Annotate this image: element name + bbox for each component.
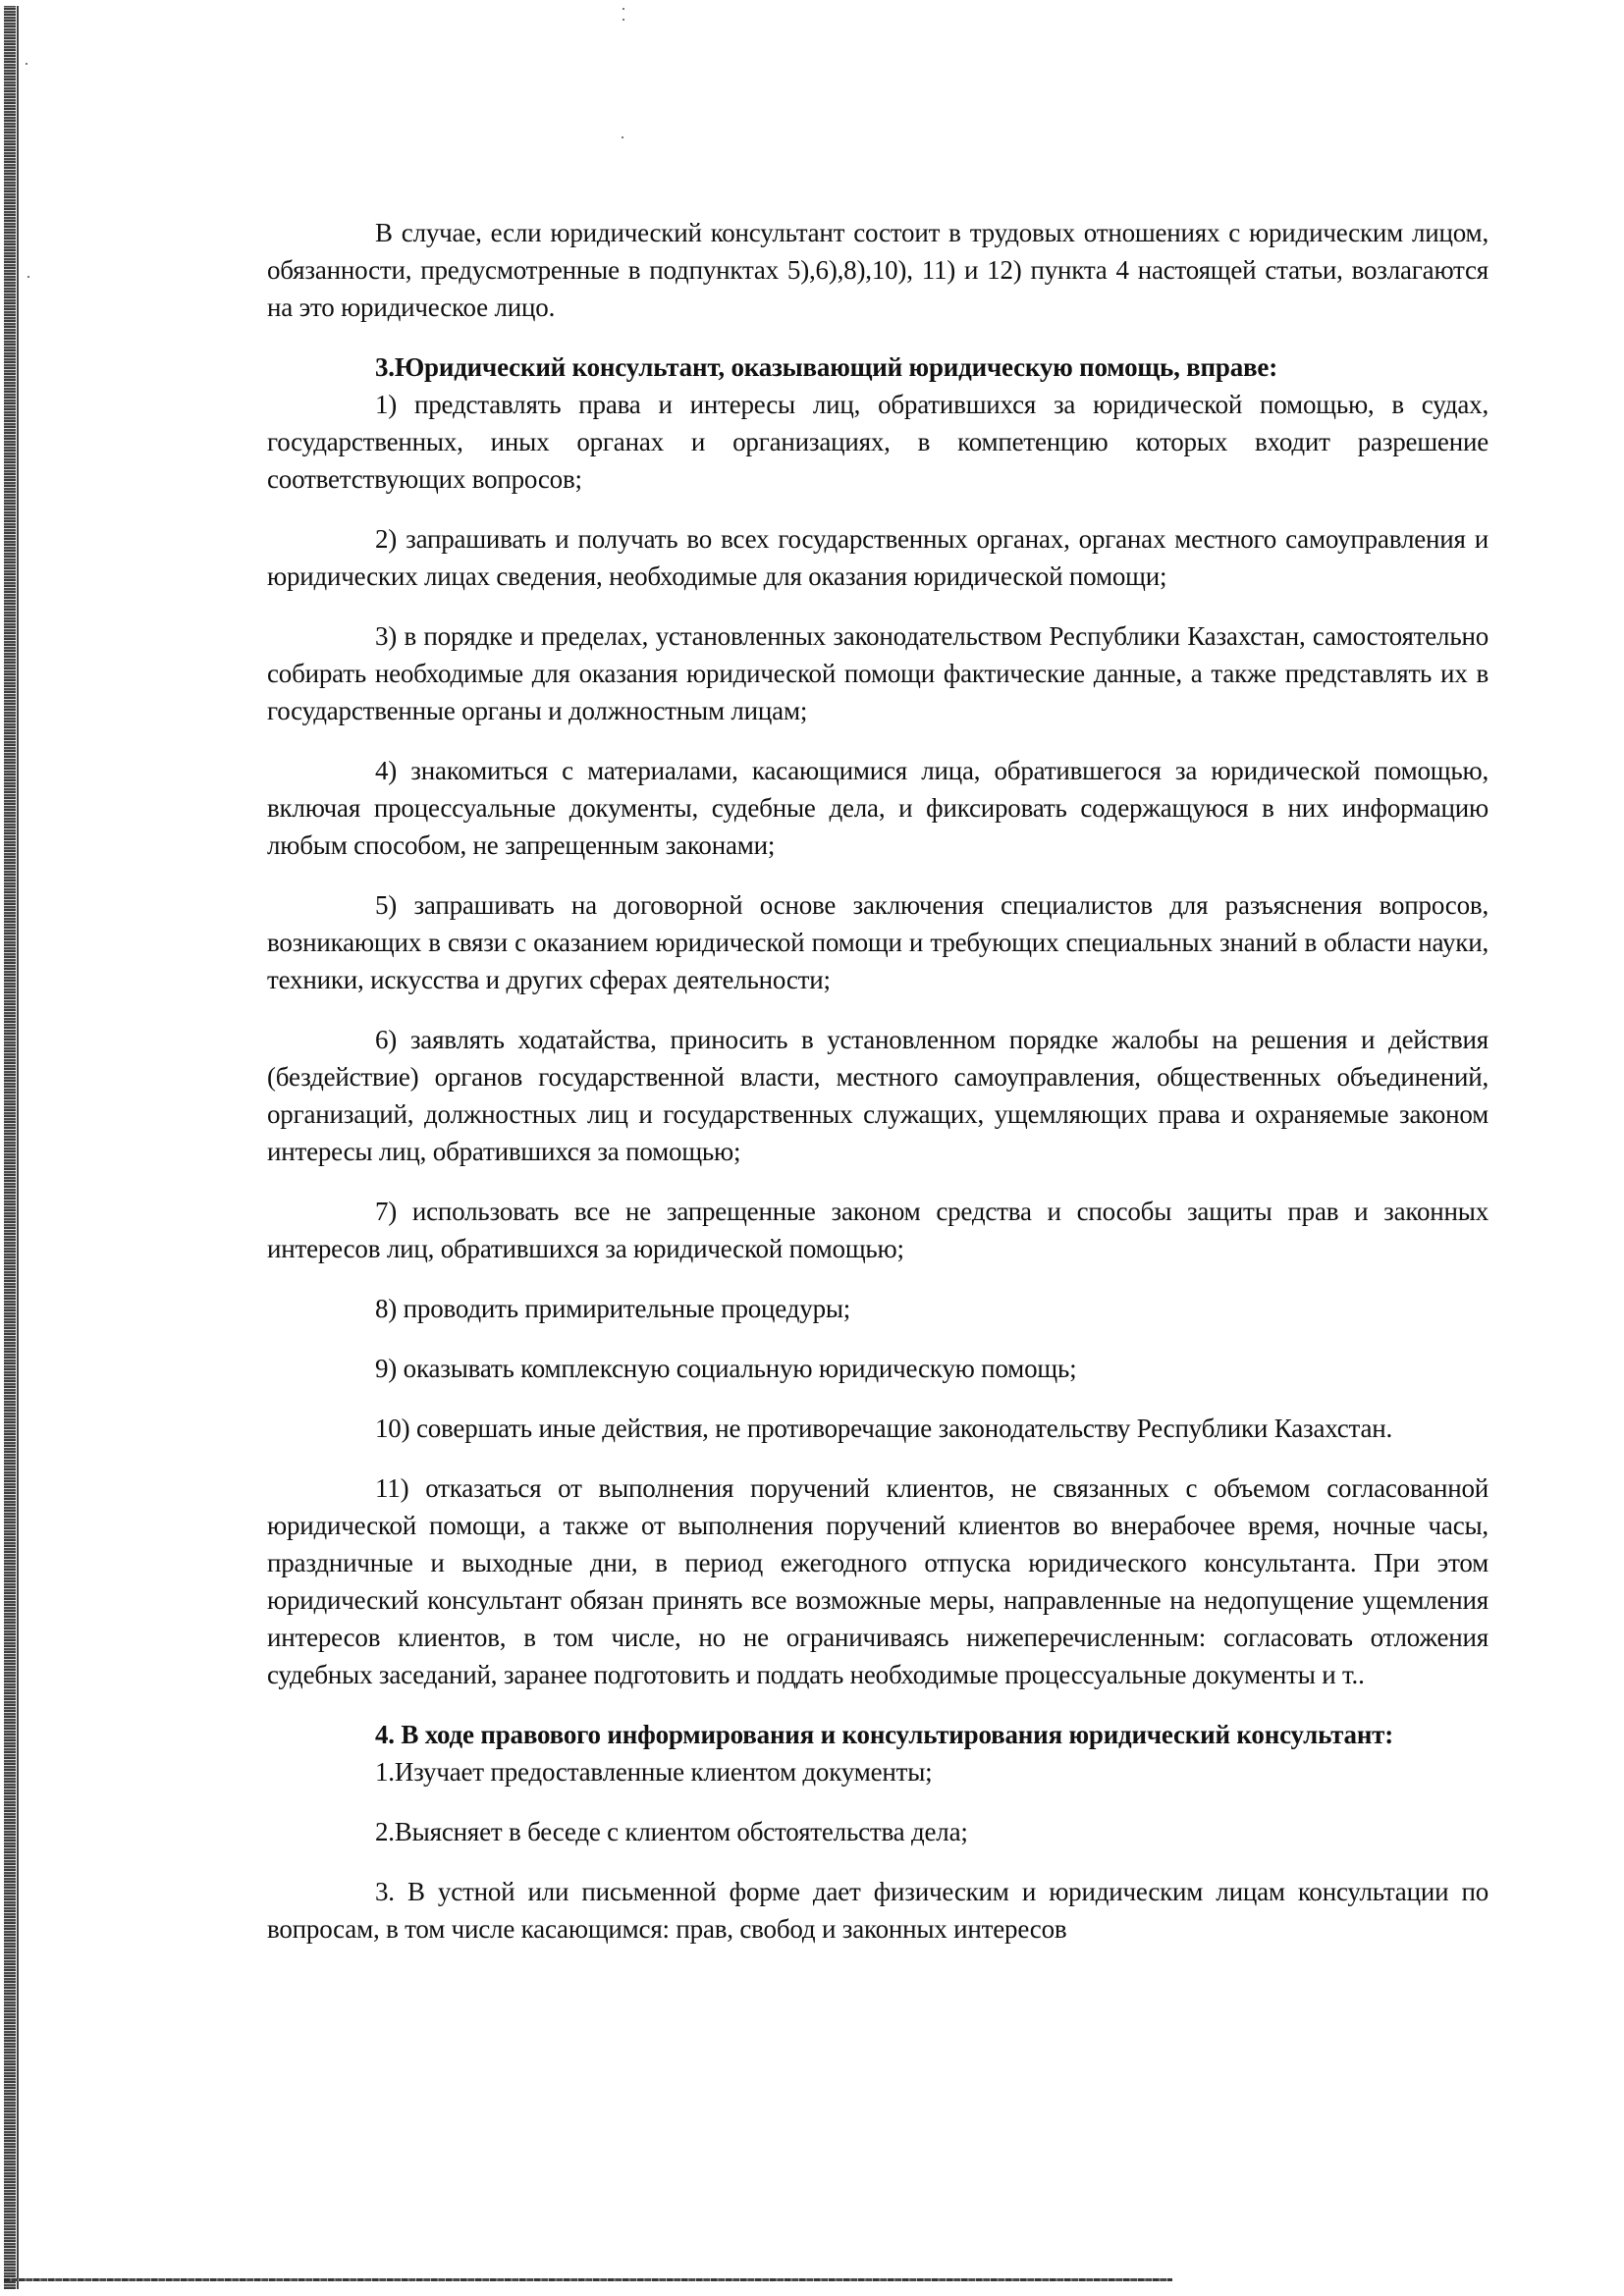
section3-item-1: 1) представлять права и интересы лиц, обратившихся за юридической помощью, в судах, государственных, иных органах и организациях, в компетенцию которых входит разрешение соответствующих вопросов; (267, 390, 1489, 494)
scan-speck (622, 136, 623, 138)
scan-edge-artifact (4, 6, 16, 2289)
section3-item-3: 3) в порядке и пределах, установленных законодательством Республики Казахстан, самостоятельно собирать необходимые для оказания юридической помощи фактические данные, а также представлять их в государственные органы и должностным лицам; (267, 621, 1489, 725)
section4-item-2: 2.Выясняет в беседе с клиентом обстоятельства дела; (375, 1817, 968, 1846)
section3-item-10: 10) совершать иные действия, не противоречащие законодательству Республики Казахстан. (375, 1414, 1393, 1443)
section4-item-1: 1.Изучает предоставленные клиентом документы; (375, 1757, 933, 1787)
section3-item-7: 7) использовать все не запрещенные законом средства и способы защиты прав и законных интересов лиц, обратившихся за юридической помощью; (267, 1197, 1489, 1263)
section3-item-8: 8) проводить примирительные процедуры; (375, 1294, 851, 1323)
section3-item-4: 4) знакомиться с материалами, касающимися лица, обратившегося за юридической помощью, включая процессуальные документы, судебные дела, и фиксировать содержащуюся в них информацию любым способом, не запрещенным законами; (267, 756, 1489, 860)
scan-speck (623, 8, 624, 10)
section3-heading: 3.Юридический консультант, оказывающий юридическую помощь, вправе: (375, 352, 1277, 382)
section3-item-6: 6) заявлять ходатайства, приносить в установленном порядке жалобы на решения и действия (бездействие) органов государственной власти, местного самоуправления, общественных объединений, организаций, должностных лиц и государственных служащих, ущемляющих права и охраняемые законом интересы лиц, обратившихся за помощью; (267, 1025, 1489, 1166)
section3-item-5: 5) запрашивать на договорной основе заключения специалистов для разъяснения вопросов, возникающих в связи с оказанием юридической помощи и требующих специальных знаний в области науки, техники, искусства и других сферах деятельности; (267, 890, 1489, 994)
section3-item-9: 9) оказывать комплексную социальную юридическую помощь; (375, 1354, 1077, 1383)
section3-item-2: 2) запрашивать и получать во всех государственных органах, органах местного самоуправления и юридических лицах сведения, необходимые для оказания юридической помощи; (267, 524, 1489, 591)
intro-paragraph: В случае, если юридический консультант состоит в трудовых отношениях с юридическим лицом, обязанности, предусмотренные в подпунктах 5),6),8),10), 11) и 12) пункта 4 настоящей статьи, возлагаются на это юридическое лицо. (267, 218, 1489, 322)
section4-heading: 4. В ходе правового информирования и консультирования юридический консультант: (375, 1720, 1394, 1749)
scan-bottom-artifact (4, 2278, 1172, 2281)
scan-speck (623, 19, 624, 21)
section4-item-3: 3. В устной или письменной форме дает физическим и юридическим лицам консультации по вопросам, в том числе касающимся: прав, свобод и законных интересов (267, 1877, 1489, 1944)
scan-speck (27, 276, 29, 278)
section3-item-11: 11) отказаться от выполнения поручений клиентов, не связанных с объемом согласованной юридической помощи, а также от выполнения поручений клиентов во внерабочее время, ночные часы, праздничные и выходные дни, в период ежегодного отпуска юридического консультанта. При этом юридический консультант обязан принять все возможные меры, направленные на недопущение ущемления интересов клиентов, в том числе, но не ограничиваясь нижеперечисленным: согласовать отложения судебных заседаний, заранее подготовить и поддать необходимые процессуальные документы и т.. (267, 1473, 1489, 1689)
document-page (267, 214, 1489, 1970)
scan-speck (26, 63, 27, 65)
